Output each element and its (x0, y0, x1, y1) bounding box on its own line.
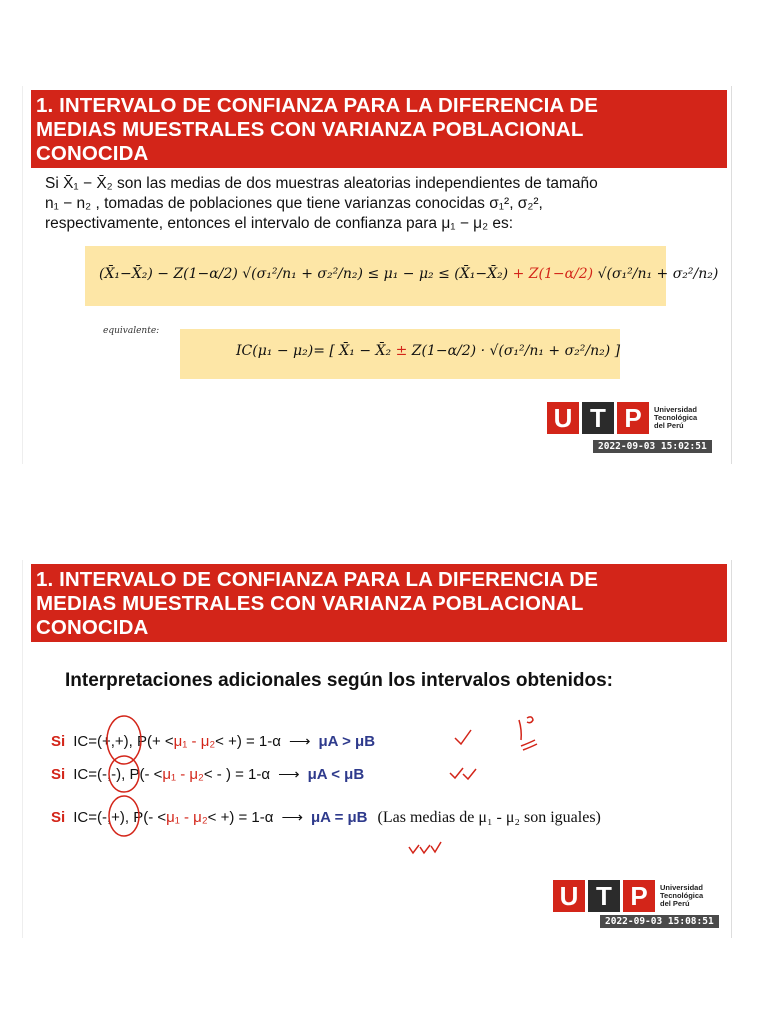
slide-2 (22, 560, 732, 938)
row-p-open: P(- < (129, 766, 163, 783)
row-p-open: P(- < (133, 809, 167, 826)
interpretation-row (51, 765, 364, 783)
logo-letter: P (617, 402, 649, 434)
ic-formula (236, 343, 620, 359)
row-p-close: < +) = 1-α (215, 733, 281, 750)
formula-left: (X̄₁−X̄₂) − Z(1−α/2) √(σ₁²/n₁ + σ₂²/n₂) ≤ μ₁ − μ₂ ≤ (X̄₁−X̄₂) (99, 266, 513, 282)
utp-logo (547, 402, 697, 434)
row-note: (Las medias de μ₁ - μ₂ son iguales) (377, 809, 601, 826)
logo-letter: T (582, 402, 614, 434)
arrow-icon: ⟶ (278, 766, 300, 783)
logo-letter: P (623, 880, 655, 912)
interpretations-heading: Interpretaciones adicionales según los intervalos obtenidos: (65, 670, 613, 691)
university-name-line: Tecnológica (660, 891, 704, 900)
row-ic: IC=(+,+), (73, 733, 133, 750)
intro-line: respectivamente, entonces el intervalo de confianza para μ₁ − μ₂ es: (45, 215, 514, 232)
row-si-label: Si (51, 809, 66, 826)
row-result: μA > μB (318, 733, 376, 750)
interpretation-row (51, 808, 601, 827)
row-result: μA < μB (307, 766, 365, 783)
confidence-interval-formula (99, 266, 718, 282)
row-p-close: < +) = 1-α (207, 809, 274, 826)
row-si-label: Si (51, 733, 66, 750)
slide-title-banner (31, 90, 727, 168)
university-name (654, 406, 697, 430)
slide-title-line: CONOCIDA (36, 616, 149, 639)
check-icon (455, 730, 471, 744)
slide-title-line: MEDIAS MUESTRALES CON VARIANZA POBLACIONAL (36, 592, 584, 615)
logo-letter: T (588, 880, 620, 912)
logo-letter: U (547, 402, 579, 434)
row-ic: IC=(-,+), (73, 809, 130, 826)
row-ic: IC=(-,-), (73, 766, 126, 783)
row-result: μA = μB (310, 809, 368, 826)
formula-highlight-box (85, 246, 719, 306)
row-p-close: < - ) = 1-α (203, 766, 271, 783)
check-icon (409, 842, 441, 853)
equivalent-label: equivalente: (103, 326, 160, 336)
row-mu-diff: μ₁ - μ₂ (166, 809, 208, 826)
ink-first-mark (519, 717, 537, 750)
utp-logo (553, 880, 703, 912)
university-name (660, 884, 703, 908)
arrow-icon: ⟶ (288, 733, 311, 750)
ic-formula-highlight-box (180, 329, 620, 379)
interpretation-row (51, 732, 375, 750)
slide-title-line: 1. INTERVALO DE CONFIANZA PARA LA DIFERENCIA DE (36, 568, 599, 591)
slide-1 (22, 86, 732, 464)
slide-title-line: CONOCIDA (36, 142, 149, 165)
formula-right: √(σ₁²/n₁ + σ₂²/n₂) (593, 266, 719, 282)
row-mu-diff: μ₁ - μ₂ (162, 766, 204, 783)
timestamp: 2022-09-03 15:08:51 (600, 915, 719, 928)
logo-letter: U (553, 880, 585, 912)
ic-formula-right: Z(1−α/2) · √(σ₁²/n₁ + σ₂²/n₂) ] (407, 343, 621, 359)
row-mu-diff: μ₁ - μ₂ (173, 733, 216, 750)
university-name-line: Universidad (660, 883, 703, 892)
intro-paragraph (45, 174, 725, 234)
ic-formula-left: IC(μ₁ − μ₂)= [ X̄₁ − X̄₂ (236, 343, 396, 359)
timestamp: 2022-09-03 15:02:51 (593, 440, 712, 453)
intro-line: n₁ − n₂ , tomadas de poblaciones que tiene varianzas conocidas σ₁², σ₂², (45, 195, 543, 212)
slide-title-line: 1. INTERVALO DE CONFIANZA PARA LA DIFERENCIA DE (36, 94, 599, 117)
intro-line: Si X̄₁ − X̄₂ son las medias de dos muestras aleatorias independientes de tamaño (45, 175, 598, 192)
slide-title-banner (31, 564, 727, 642)
university-name-line: Tecnológica (654, 413, 698, 422)
slide-title-line: MEDIAS MUESTRALES CON VARIANZA POBLACIONAL (36, 118, 584, 141)
university-name-line: Universidad (654, 405, 697, 414)
check-icon (450, 768, 476, 779)
formula-plus-term: + Z(1−α/2) (512, 266, 594, 282)
university-name-line: del Perú (654, 421, 684, 430)
university-name-line: del Perú (660, 899, 690, 908)
row-si-label: Si (51, 766, 66, 783)
ic-plus-minus: ± (395, 343, 408, 359)
arrow-icon: ⟶ (281, 809, 303, 826)
row-p-open: P(+ < (136, 733, 174, 750)
